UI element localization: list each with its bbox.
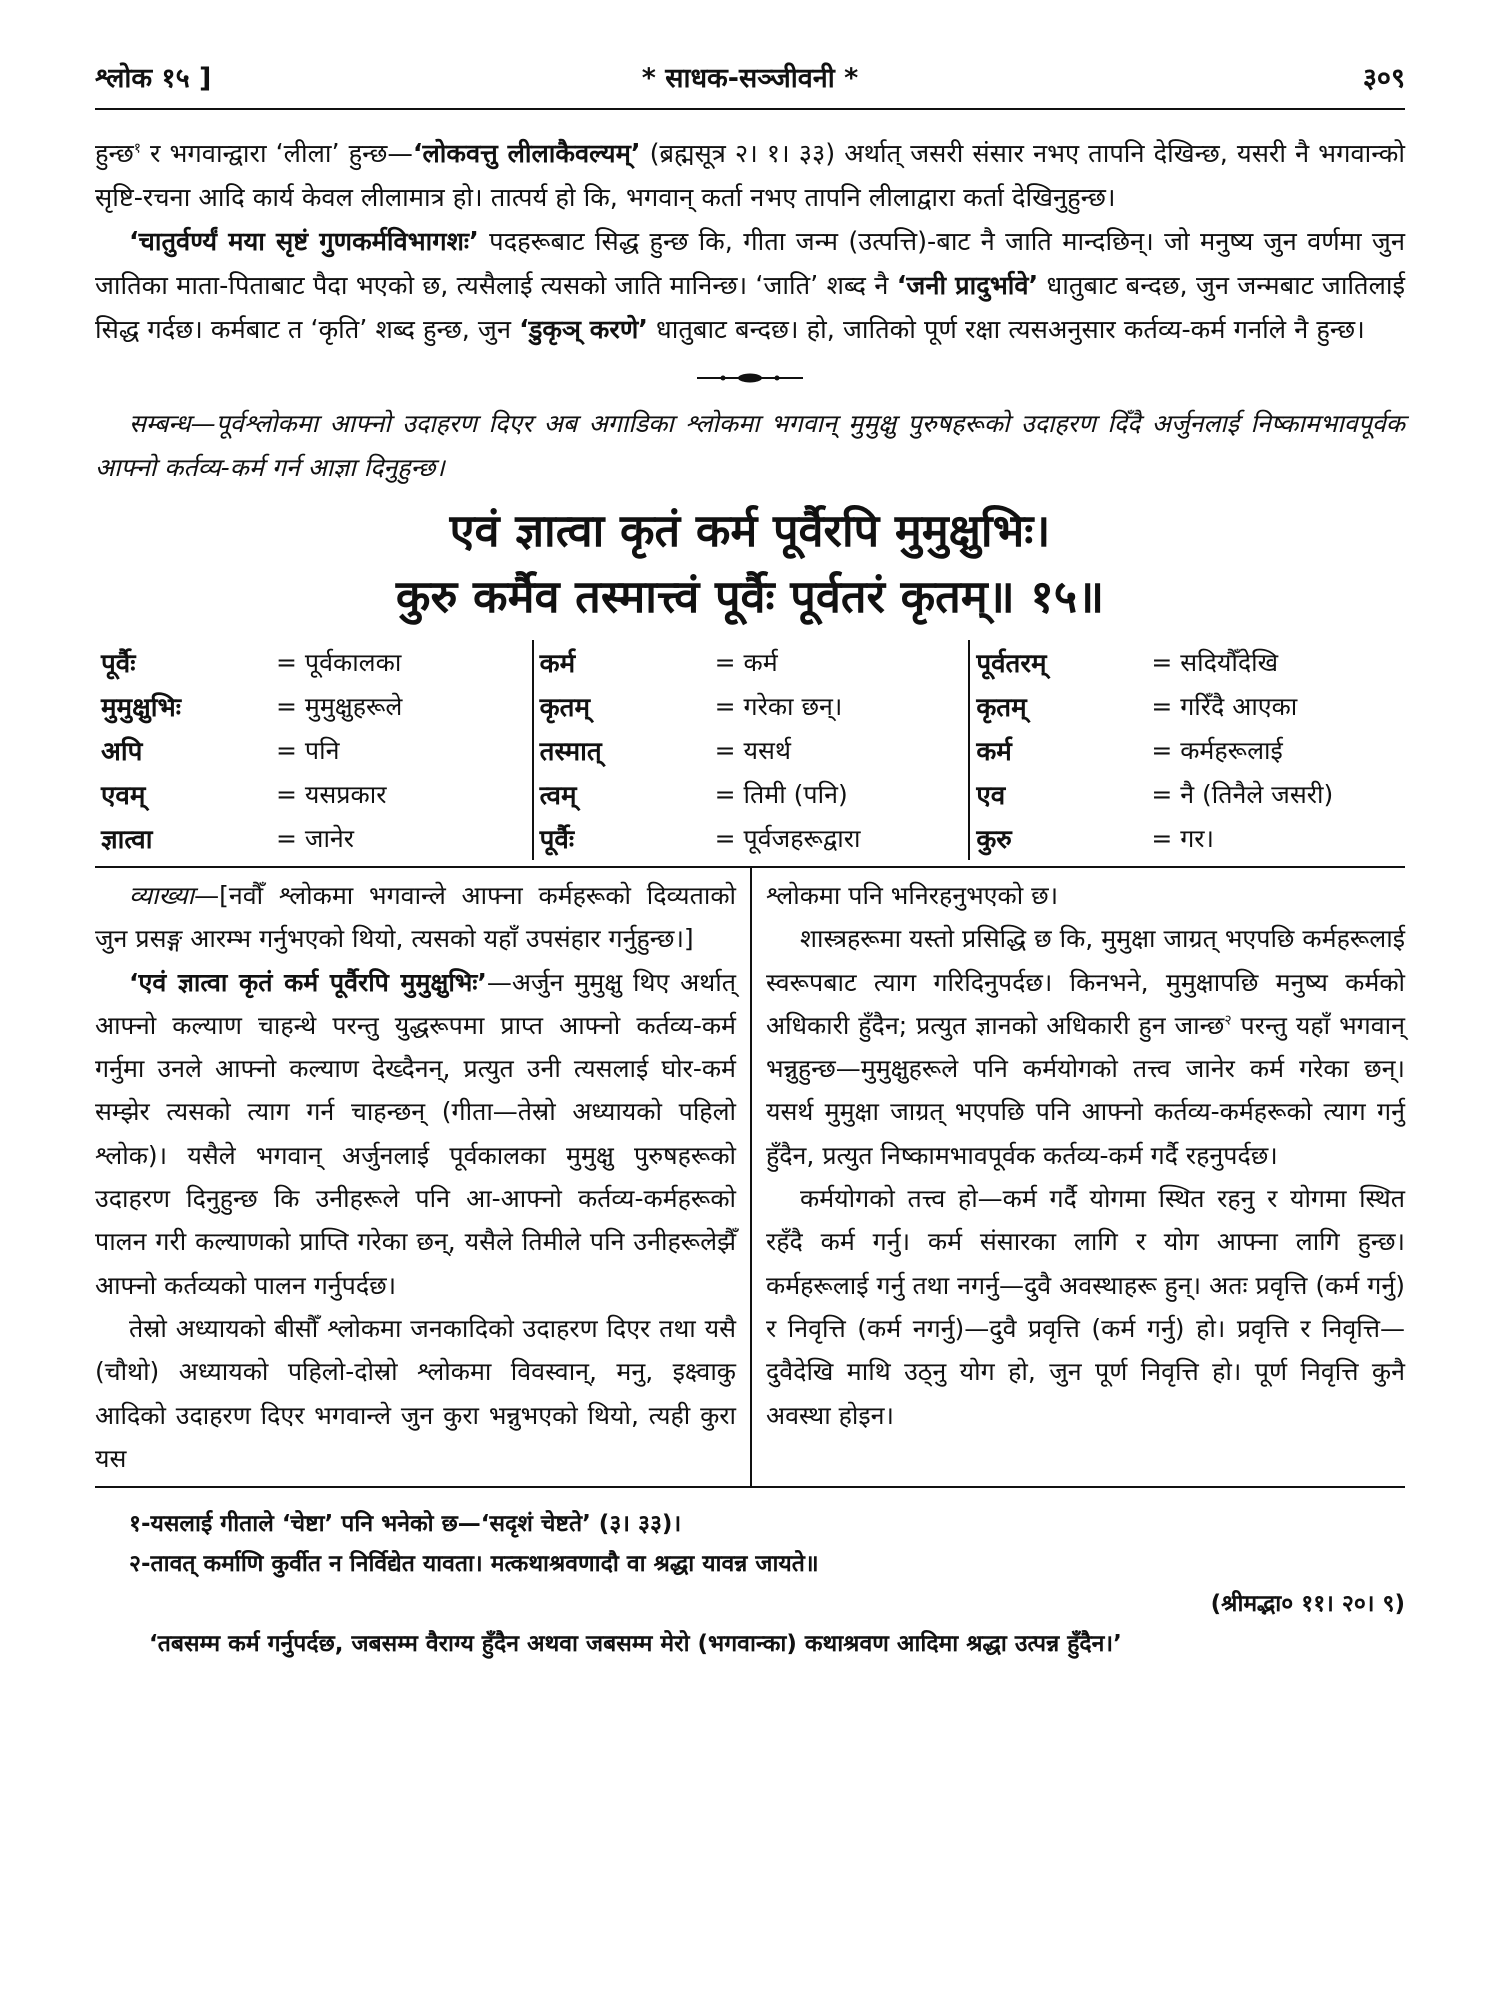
commentary-paragraph: श्लोकमा पनि भनिरहनुभएको छ।: [766, 881, 1059, 910]
glossary-row: [101, 816, 532, 860]
header-page-number: ३०९: [1362, 63, 1405, 94]
glossary-row: [540, 684, 969, 728]
glossary-word: एवम्: [101, 781, 146, 811]
intro-text: (ब्रह्मसूत्र २। १। ३३) अर्थात् जसरी संसार नभए तापनि देखिन्छ, यसरी नै भगवान्को सृष्टि-रचना आदि कार्य केवल लीलामात्र हो। तात्पर्य हो कि, भगवान् कर्ता नभए तापनि लीलाद्वारा कर्ता देखिनुहुन्छ।: [95, 139, 1405, 213]
commentary-text: शास्त्रहरूमा यस्तो प्रसिद्धि छ कि, मुमुक्षा जाग्रत् भएपछि कर्महरूलाई स्वरूपबाट त्याग गरिदिनुपर्दछ। किनभने, मुमुक्षापछि मनुष्य कर्मको अधिकारी हुँदैन; प्रत्युत ज्ञानको अधिकारी हुन जान्छ: [766, 924, 1405, 1040]
glossary-row: [540, 772, 969, 816]
page: [95, 52, 1405, 1664]
commentary-paragraph: तेस्रो अध्यायको बीसौँ श्लोकमा जनकादिको उदाहरण दिएर तथा यसै (चौथो) अध्यायको पहिलो-दोस्रो श्लोकमा विवस्वान्, मनु, इक्ष्वाकु आदिको उदाहरण दिएर भगवान्ले जुन कुरा भन्नुभएको थियो, त्यही कुरा यस: [95, 1313, 736, 1473]
glossary-meaning: = तिमी (पनि): [714, 780, 848, 809]
glossary-column-1: [95, 640, 532, 860]
glossary-meaning: = सदियौँदेखि: [1151, 648, 1279, 677]
glossary-row: [976, 640, 1405, 684]
glossary-meaning: = मुमुक्षुहरूले: [276, 692, 403, 721]
glossary-word: एव: [976, 781, 1006, 811]
glossary-word: कर्म: [539, 649, 576, 679]
intro-section: [95, 132, 1405, 352]
glossary-word: कृतम्: [539, 693, 590, 723]
word-meaning-table: [95, 640, 1405, 868]
glossary-meaning: = पूर्वजहरूद्वारा: [714, 824, 861, 853]
glossary-row: [101, 728, 532, 772]
glossary-meaning: = यसप्रकार: [276, 780, 387, 809]
commentary-text: परन्तु यहाँ भगवान् भन्नुहुन्छ—मुमुक्षुहरूले पनि कर्मयोगको तत्त्व जानेर कर्म गरेका छन्। यसर्थ मुमुक्षा जाग्रत् भएपछि पनि आफ्नो कर्तव्य-कर्महरूको त्याग गर्नु हुँदैन, प्रत्युत निष्कामभावपूर्वक कर्तव्य-कर्म गर्दै रहनुपर्दछ।: [766, 1010, 1405, 1170]
intro-text: हुन्छ: [95, 139, 134, 169]
glossary-word: पूर्वतरम्: [976, 649, 1047, 679]
glossary-word: कुरु: [976, 825, 1012, 855]
footnote-ref-2: २: [1224, 1012, 1232, 1029]
glossary-word: तस्मात्: [539, 737, 602, 767]
intro-quote: ‘लोकवत्तु लीलाकैवल्यम्’: [412, 139, 641, 169]
glossary-row: [976, 816, 1405, 860]
glossary-row: [101, 640, 532, 684]
glossary-row: [540, 640, 969, 684]
glossary-word: मुमुक्षुभिः: [101, 693, 182, 723]
header-shloka-number: श्लोक १५ ]: [95, 63, 212, 94]
commentary-left-column: [95, 868, 750, 1486]
footnote-2-reference: (श्रीमद्भा० ११। २०। ९): [1210, 1591, 1405, 1618]
intro-quote: ‘डुकृञ् करणे’: [519, 315, 648, 345]
glossary-meaning: = कर्म: [714, 648, 778, 677]
shloka-line-1: एवं ज्ञात्वा कृतं कर्म पूर्वैरपि मुमुक्षुभिः।: [449, 504, 1051, 557]
glossary-column-2: [532, 640, 969, 860]
commentary-quote: ‘एवं ज्ञात्वा कृतं कर्म पूर्वैरपि मुमुक्षुभिः’: [129, 967, 487, 997]
glossary-meaning: = पूर्वकालका: [276, 648, 402, 677]
commentary-text: —अर्जुन मुमुक्षु थिए अर्थात् आफ्नो कल्याण चाहन्थे परन्तु युद्धरूपमा प्राप्त आफ्नो कर्तव्य-कर्म गर्नुमा उनले आफ्नो कल्याण देख्दैनन्, प्रत्युत उनी त्यसलाई घोर-कर्म सम्झेर त्यसको त्याग गर्न चाहन्छन् (गीता—तेस्रो अध्यायको पहिलो श्लोक)। यसैले भगवान् अर्जुनलाई पूर्वकालका मुमुक्षु पुरुषहरूको उदाहरण दिनुहुन्छ कि उनीहरूले पनि आ-आफ्नो कर्तव्य-कर्महरूको पालन गरी कल्याणको प्राप्ति गरेका छन्, यसैले तिमीले पनि उनीहरूलेझैँ आफ्नो कर्तव्यको पालन गर्नुपर्दछ।: [95, 967, 736, 1300]
glossary-word: ज्ञात्वा: [101, 825, 153, 855]
footnote-ref-1: १: [133, 140, 141, 157]
glossary-meaning: = यसर्थ: [714, 736, 791, 765]
intro-quote: ‘जनी प्रादुर्भावे’: [896, 271, 1039, 301]
glossary-word: कृतम्: [976, 693, 1027, 723]
glossary-column-3: [968, 640, 1405, 860]
intro-text: र भगवान्द्वारा ‘लीला’ हुन्छ—: [141, 139, 413, 169]
glossary-word: अपि: [101, 737, 143, 767]
shloka-line-2: कुरु कर्मैव तस्मात्त्वं पूर्वैः पूर्वतरं कृतम्॥ १५॥: [395, 570, 1105, 623]
footnote-2: २-तावत् कर्माणि कुर्वीत न निर्विद्येत यावता। मत्कथाश्रवणादौ वा श्रद्धा यावन्न जायते॥: [129, 1551, 819, 1578]
glossary-row: [976, 684, 1405, 728]
glossary-meaning: = गरिँदै आएका: [1151, 692, 1298, 721]
header-book-title: * साधक-सञ्जीवनी *: [641, 63, 859, 94]
intro-paragraph-2: [95, 220, 1405, 352]
intro-text: धातुबाट बन्दछ, जुन जन्मबाट जातिलाई सिद्ध गर्दछ। कर्मबाट त ‘कृति’ शब्द हुन्छ, जुन: [95, 271, 1406, 345]
glossary-meaning: = गरेका छन्।: [714, 692, 843, 721]
commentary-paragraph: कर्मयोगको तत्त्व हो—कर्म गर्दै योगमा स्थित रहनु र योगमा स्थित रहँदै कर्म गर्नु। कर्म संसारका लागि र योग आफ्ना लागि हुन्छ। कर्महरूलाई गर्नु तथा नगर्नु—दुवै अवस्थाहरू हुन्। अतः प्रवृत्ति (कर्म गर्नु) र निवृत्ति (कर्म नगर्नु)—दुवै प्रवृत्ति (कर्म गर्नु) हो। प्रवृत्ति र निवृत्ति—दुवैदेखि माथि उठ्नु योग हो, जुन पूर्ण निवृत्ति हो। पूर्ण निवृत्ति कुनै अवस्था होइन।: [766, 1184, 1405, 1430]
intro-text: पदहरूबाट सिद्ध हुन्छ कि, गीता जन्म (उत्पत्ति)-बाट नै जाति मान्दछिन्। जो मनुष्य जुन वर्णमा जुन जातिका माता-पिताबाट पैदा भएको छ, त्यसैलाई त्यसको जाति मानिन्छ। ‘जाति’ शब्द नै: [95, 227, 1406, 301]
glossary-word: त्वम्: [539, 781, 577, 811]
glossary-meaning: = गर।: [1151, 824, 1214, 853]
glossary-row: [101, 684, 532, 728]
glossary-row: [976, 728, 1405, 772]
intro-paragraph-1: [95, 132, 1405, 220]
commentary-label: व्याख्या: [129, 881, 195, 910]
context-paragraph: सम्बन्ध—पूर्वश्लोकमा आफ्नो उदाहरण दिएर अब अगाडिका श्लोकमा भगवान् मुमुक्षु पुरुषहरूको उदाहरण दिँदै अर्जुनलाई निष्कामभावपूर्वक आफ्नो कर्तव्य-कर्म गर्न आज्ञा दिनुहुन्छ।: [95, 409, 1405, 482]
ornament-divider: [95, 358, 1405, 398]
commentary-right-column: [750, 868, 1405, 1486]
footnotes: [95, 1504, 1405, 1664]
commentary-paragraph: [95, 874, 736, 961]
glossary-row: [540, 816, 969, 860]
glossary-meaning: = पनि: [276, 736, 340, 765]
commentary-text: —[नवौँ श्लोकमा भगवान्ले आफ्ना कर्महरूको दिव्यताको जुन प्रसङ्ग आरम्भ गर्नुभएको थियो, त्यसको यहाँ उपसंहार गर्नुहुन्छ।]: [95, 881, 736, 954]
glossary-word: कर्म: [976, 737, 1012, 767]
page-header: [95, 52, 1405, 110]
commentary-section: [95, 868, 1405, 1488]
glossary-row: [976, 772, 1405, 816]
shloka-verse: [95, 498, 1405, 630]
footnote-1: १-यसलाई गीताले ‘चेष्टा’ पनि भनेको छ—‘सदृशं चेष्टते’ (३। ३३)।: [129, 1511, 682, 1538]
glossary-word: पूर्वैः: [539, 825, 575, 855]
ornament-divider-icon: [695, 371, 805, 385]
glossary-meaning: = कर्महरूलाई: [1151, 736, 1283, 765]
glossary-word: पूर्वैः: [101, 649, 136, 679]
glossary-row: [101, 772, 532, 816]
commentary-paragraph: [766, 917, 1405, 1177]
intro-quote: ‘चातुर्वर्ण्यं मया सृष्टं गुणकर्मविभागशः’: [129, 227, 479, 257]
intro-text: धातुबाट बन्दछ। हो, जातिको पूर्ण रक्षा त्यसअनुसार कर्तव्य-कर्म गर्नाले नै हुन्छ।: [647, 315, 1365, 345]
commentary-paragraph: [95, 961, 736, 1307]
glossary-row: [540, 728, 969, 772]
glossary-meaning: = जानेर: [276, 824, 355, 853]
footnote-2-translation: ‘तबसम्म कर्म गर्नुपर्दछ, जबसम्म वैराग्य हुँदैन अथवा जबसम्म मेरो (भगवान्का) कथाश्रवण आदिमा श्रद्धा उत्पन्न हुँदैन।’: [149, 1631, 1122, 1658]
glossary-meaning: = नै (तिनैले जसरी): [1151, 780, 1334, 809]
